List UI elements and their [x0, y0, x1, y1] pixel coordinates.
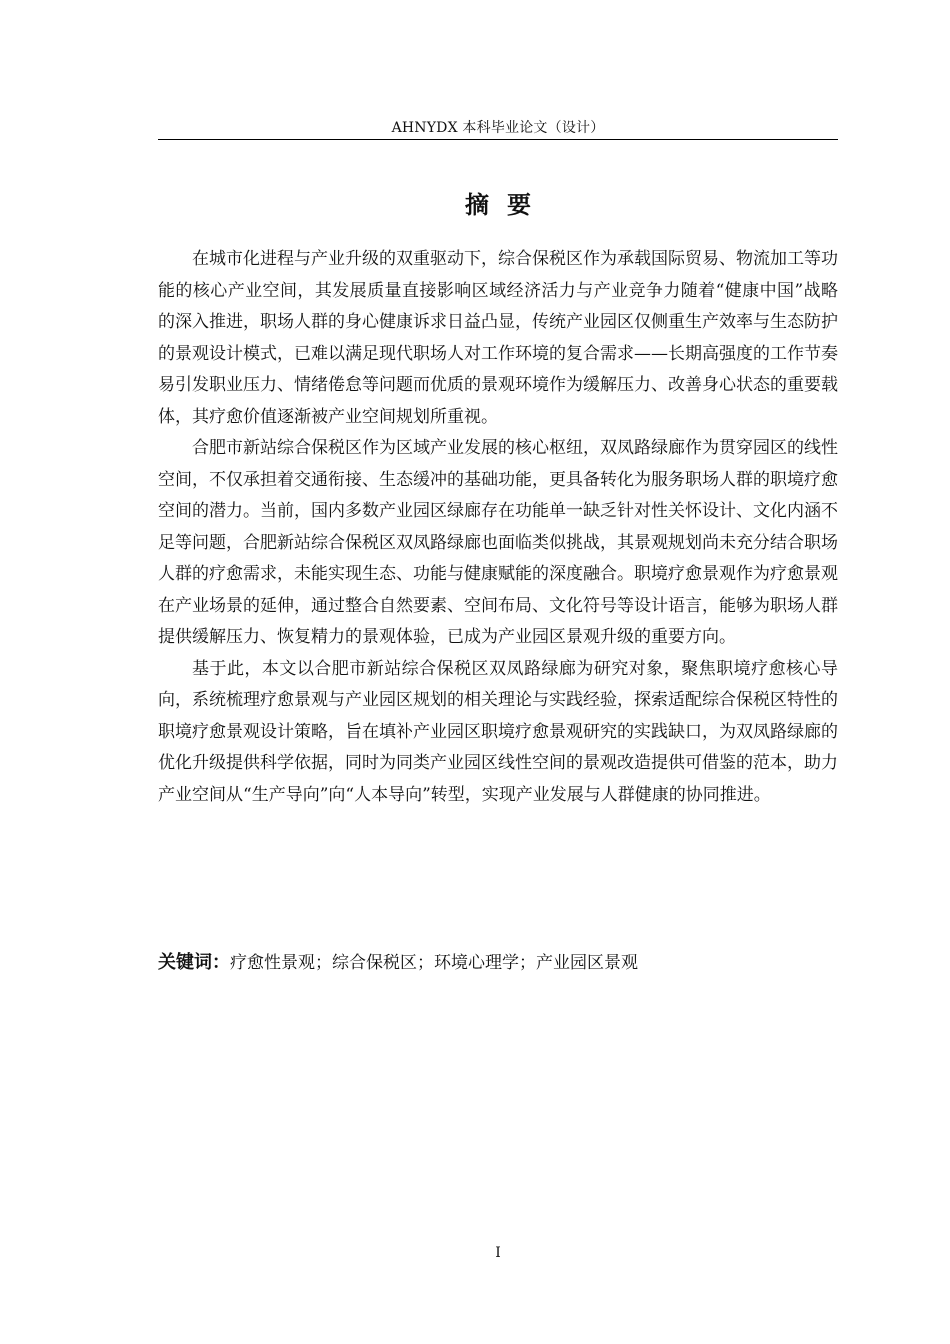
keywords-text: 疗愈性景观；综合保税区；环境心理学；产业园区景观 [230, 953, 638, 973]
keywords-label: 关键词： [158, 952, 230, 973]
abstract-paragraph-3: 基于此，本文以合肥市新站综合保税区双凤路绿廊为研究对象，聚焦职境疗愈核心导向，系统梳理疗愈景观与产业园区规划的相关理论与实践经验，探索适配综合保税区特性的职境疗愈景观设计策略，旨在填补产业园区职境疗愈景观研究的实践缺口，为双凤路绿廊的优化升级提供科学依据，同时为同类产业园区线性空间的景观改造提供可借鉴的范本，助力产业空间从“生产导向”向“人本导向”转型，实现产业发展与人群健康的协同推进。 [158, 658, 838, 805]
abstract-paragraph-1: 在城市化进程与产业升级的双重驱动下，综合保税区作为承载国际贸易、物流加工等功能的核心产业空间，其发展质量直接影响区域经济活力与产业竞争力随着“健康中国”战略的深入推进，职场人群的身心健康诉求日益凸显，传统产业园区仅侧重生产效率与生态防护的景观设计模式，已难以满足现代职场人对工作环境的复合需求——长期高强度的工作节奏易引发职业压力、情绪倦怠等问题而优质的景观环境作为缓解压力、改善身心状态的重要载体，其疗愈价值逐渐被产业空间规划所重视。 [158, 249, 838, 427]
keywords-line [158, 948, 838, 978]
running-header: AHNYDX 本科毕业论文（设计） [391, 120, 605, 136]
header-rule [158, 139, 838, 140]
abstract-paragraph-2: 合肥市新站综合保税区作为区域产业发展的核心枢纽，双凤路绿廊作为贯穿园区的线性空间，不仅承担着交通衔接、生态缓冲的基础功能，更具备转化为服务职场人群的职境疗愈空间的潜力。当前，国内多数产业园区绿廊存在功能单一缺乏针对性关怀设计、文化内涵不足等问题，合肥新站综合保税区双凤路绿廊也面临类似挑战，其景观规划尚未充分结合职场人群的疗愈需求，未能实现生态、功能与健康赋能的深度融合。职境疗愈景观作为疗愈景观在产业场景的延伸，通过整合自然要素、空间布局、文化符号等设计语言，能够为职场人群提供缓解压力、恢复精力的景观体验，已成为产业园区景观升级的重要方向。 [158, 438, 838, 647]
page-number: I [495, 1245, 501, 1261]
abstract-body [158, 244, 838, 811]
abstract-title: 摘要 [465, 191, 549, 219]
